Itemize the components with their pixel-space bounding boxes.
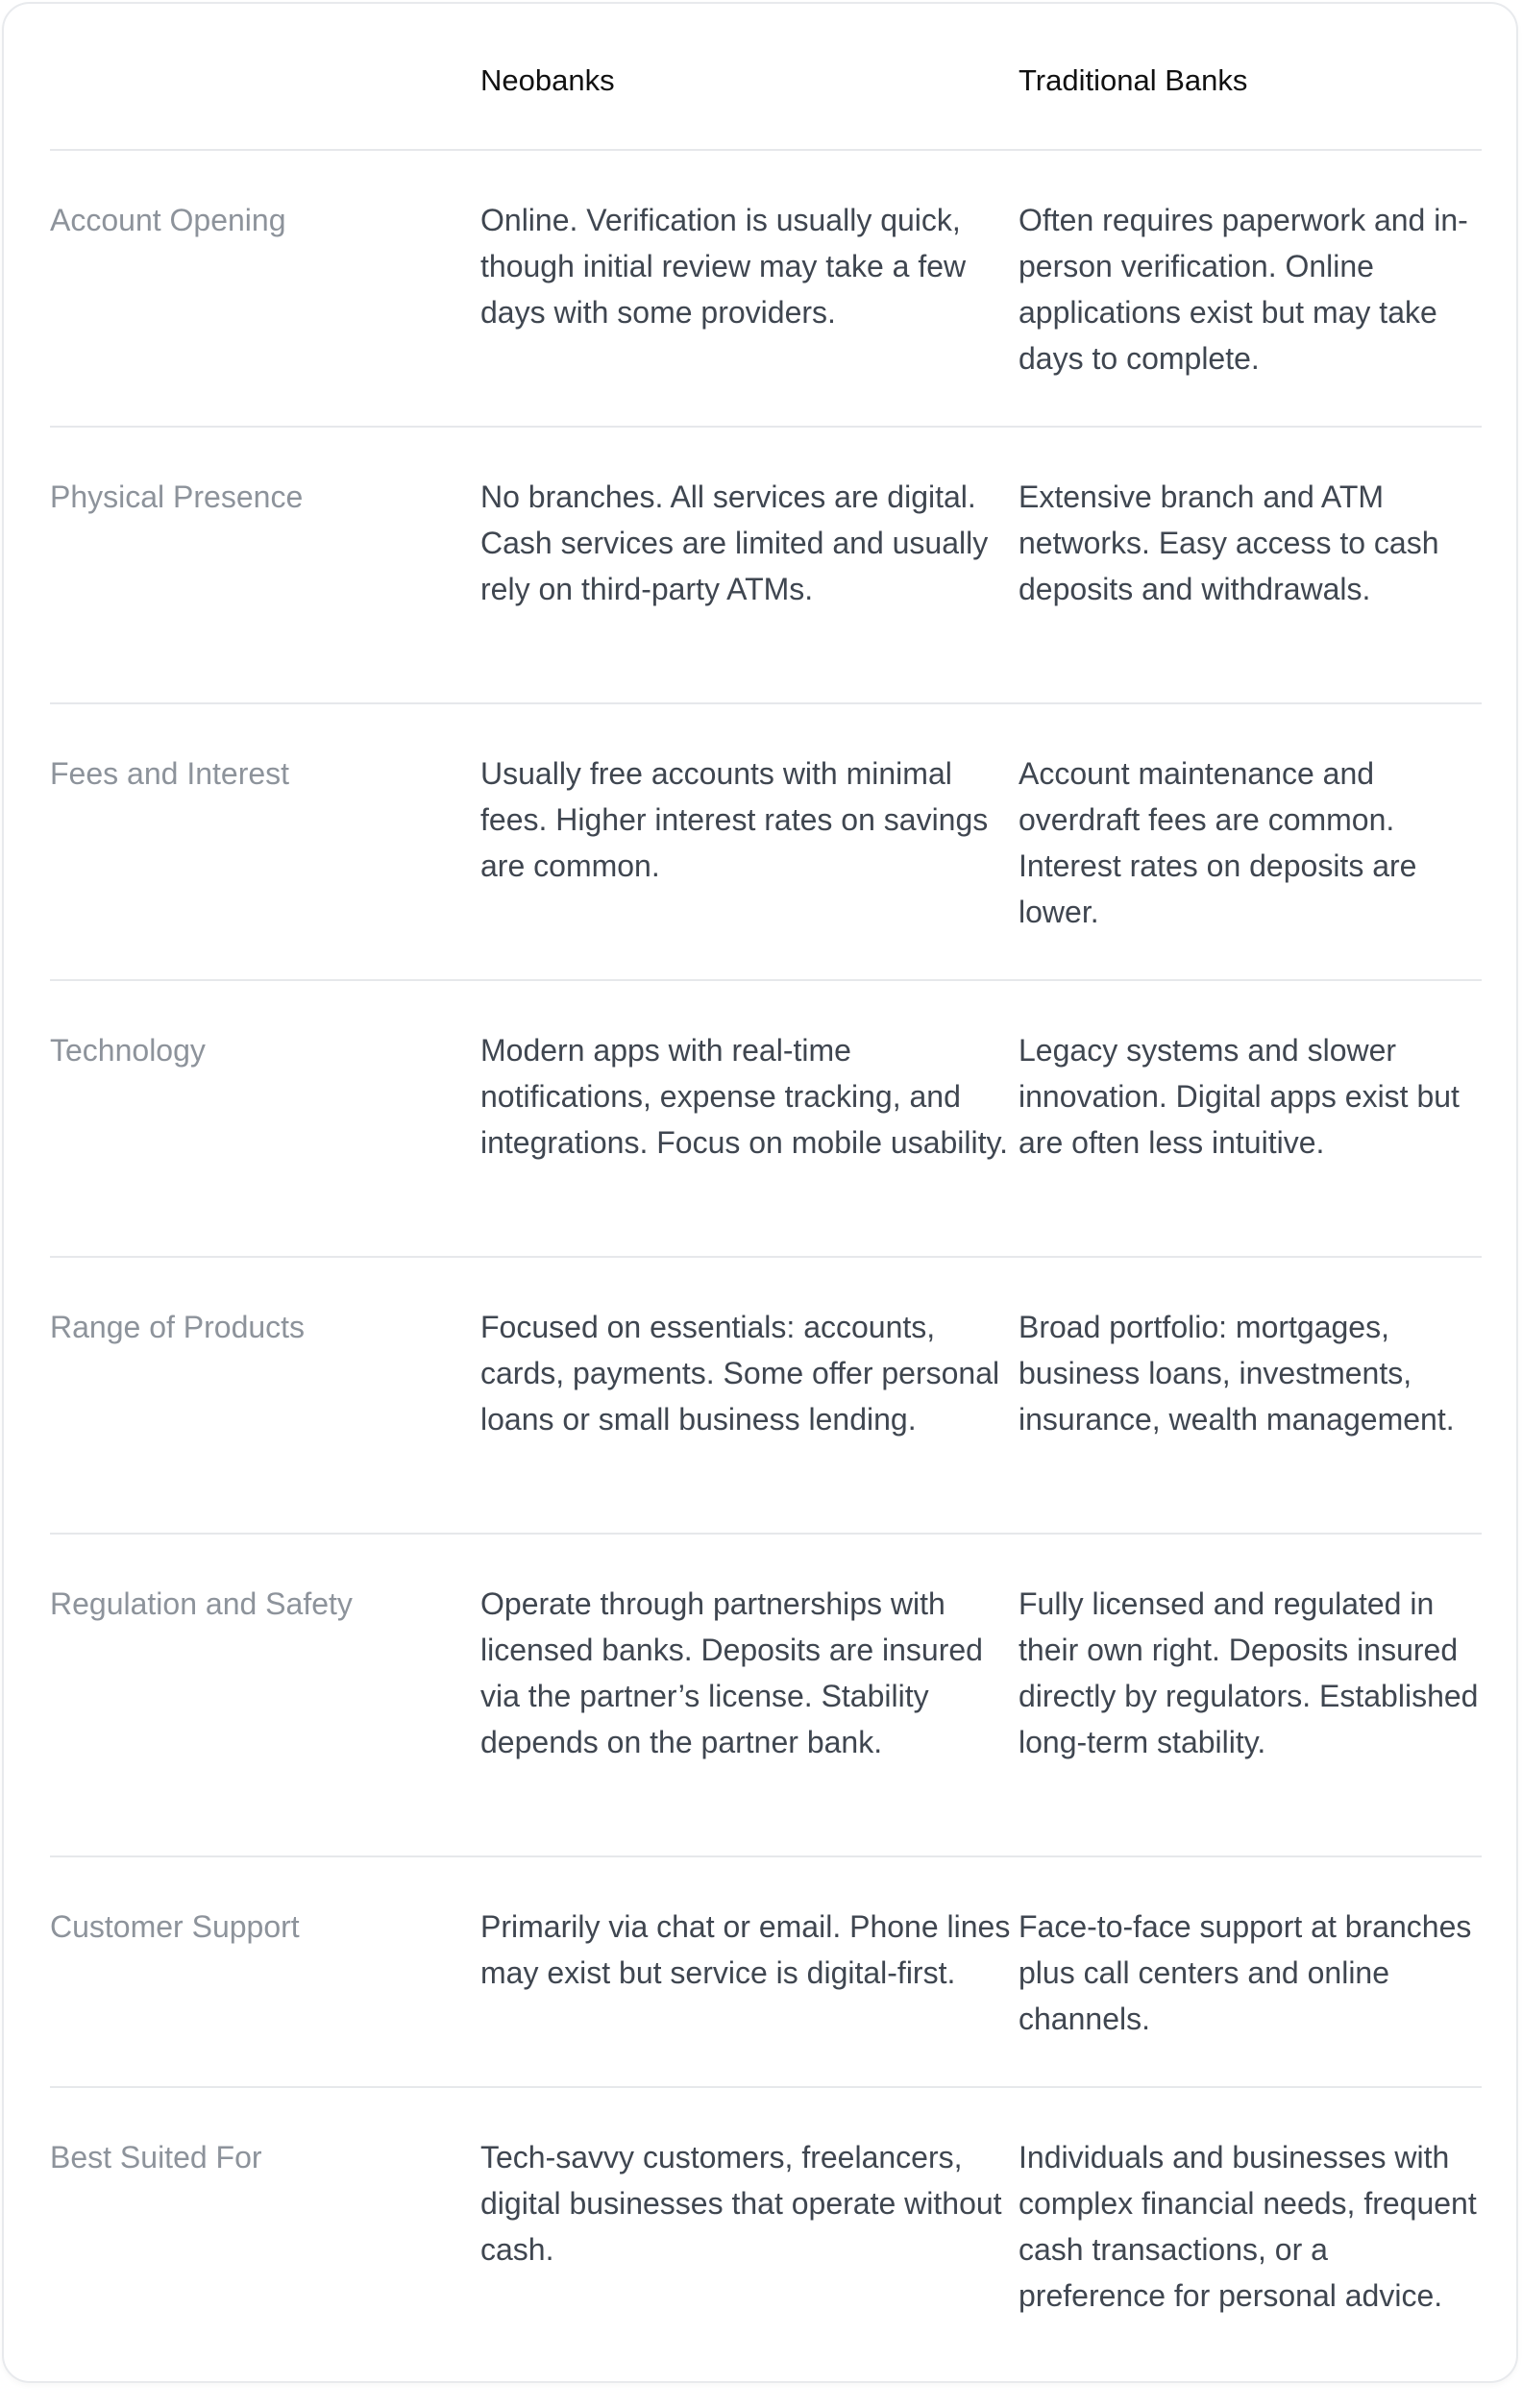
traditional-cell: Often requires paperwork and in-person verification. Online applications exist but may take days to complete.: [1019, 203, 1468, 376]
table-row: [50, 151, 1482, 428]
header-traditional-banks: Traditional Banks: [1019, 63, 1248, 97]
table-row: [50, 428, 1482, 704]
table-row: [50, 704, 1482, 981]
comparison-card: [2, 2, 1518, 2383]
traditional-cell: Fully licensed and regulated in their own right. Deposits insured directly by regulators. Established long-term stability.: [1019, 1586, 1479, 1759]
row-label: Regulation and Safety: [50, 1586, 353, 1621]
row-label: Range of Products: [50, 1310, 306, 1344]
header-neobanks: Neobanks: [480, 63, 615, 97]
row-label: Account Opening: [50, 203, 286, 237]
neobanks-cell: Operate through partnerships with licensed banks. Deposits are insured via the partner’s license. Stability depends on the partner bank.: [480, 1586, 983, 1759]
table-row: [50, 981, 1482, 1258]
traditional-cell: Individuals and businesses with complex financial needs, frequent cash transactions, or a preference for personal advice.: [1019, 2140, 1477, 2313]
table-row: [50, 1258, 1482, 1535]
row-label: Fees and Interest: [50, 756, 290, 791]
table-row: [50, 1857, 1482, 2088]
neobanks-cell: Focused on essentials: accounts, cards, payments. Some offer personal loans or small business lending.: [480, 1310, 1000, 1437]
row-label: Physical Presence: [50, 479, 304, 514]
table-header-row: [50, 4, 1482, 151]
traditional-cell: Face-to-face support at branches plus call centers and online channels.: [1019, 1909, 1472, 2036]
neobanks-cell: Modern apps with real-time notifications, expense tracking, and integrations. Focus on mobile usability.: [480, 1033, 1009, 1160]
neobanks-cell: Tech-savvy customers, freelancers, digital businesses that operate without cash.: [480, 2140, 1002, 2267]
row-label: Technology: [50, 1033, 206, 1068]
traditional-cell: Broad portfolio: mortgages, business loans, investments, insurance, wealth management.: [1019, 1310, 1455, 1437]
header-empty-cell: [50, 4, 480, 58]
table-row: [50, 1535, 1482, 1857]
traditional-cell: Legacy systems and slower innovation. Digital apps exist but are often less intuitive.: [1019, 1033, 1460, 1160]
neobanks-cell: No branches. All services are digital. Cash services are limited and usually rely on third-party ATMs.: [480, 479, 989, 606]
table-row: [50, 2088, 1482, 2365]
traditional-cell: Account maintenance and overdraft fees are common. Interest rates on deposits are lower.: [1019, 756, 1417, 929]
neobanks-cell: Usually free accounts with minimal fees. Higher interest rates on savings are common.: [480, 756, 989, 883]
traditional-cell: Extensive branch and ATM networks. Easy access to cash deposits and withdrawals.: [1019, 479, 1439, 606]
neobanks-cell: Primarily via chat or email. Phone lines may exist but service is digital-first.: [480, 1909, 1011, 1990]
neobanks-cell: Online. Verification is usually quick, though initial review may take a few days with some providers.: [480, 203, 967, 330]
row-label: Best Suited For: [50, 2140, 262, 2175]
row-label: Customer Support: [50, 1909, 300, 1944]
comparison-table: [50, 4, 1482, 2365]
